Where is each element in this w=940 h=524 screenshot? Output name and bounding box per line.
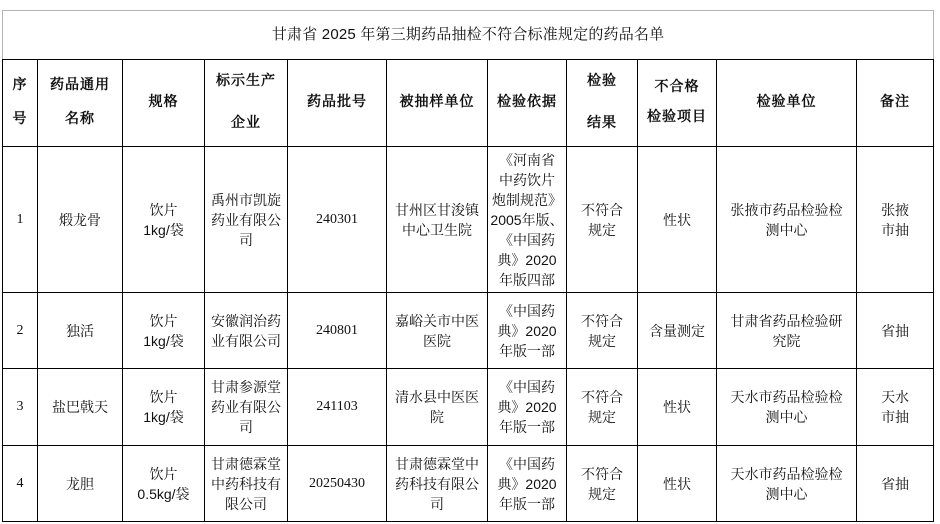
header-manufacturer: 标示生产 企业 — [205, 60, 288, 147]
page-title: 甘肃省 2025 年第三期药品抽检不符合标准规定的药品名单 — [3, 11, 934, 60]
cell-spec: 饮片 1kg/袋 — [123, 293, 205, 369]
header-batch: 药品批号 — [288, 60, 387, 147]
cell-sampled-unit: 嘉峪关市中医 医院 — [387, 293, 488, 369]
cell-lab: 天水市药品检验检 测中心 — [717, 446, 857, 522]
table-row — [3, 446, 934, 522]
cell-spec: 饮片 1kg/袋 — [123, 369, 205, 446]
cell-sampled-unit: 甘肃德霖堂中 药科技有限公 司 — [387, 446, 488, 522]
cell-drug-name: 龙胆 — [38, 446, 123, 522]
cell-sampled-unit: 甘州区甘浚镇 中心卫生院 — [387, 147, 488, 293]
cell-seq: 2 — [3, 293, 38, 369]
cell-failed-item: 性状 — [638, 147, 717, 293]
cell-manufacturer: 安徽润治药 业有限公司 — [205, 293, 288, 369]
cell-remark: 省抽 — [857, 446, 934, 522]
cell-lab: 甘肃省药品检验研 究院 — [717, 293, 857, 369]
cell-basis: 《中国药 典》2020 年版一部 — [488, 369, 567, 446]
table-row — [3, 293, 934, 369]
cell-manufacturer: 甘肃参源堂 药业有限公 司 — [205, 369, 288, 446]
title-row — [3, 11, 934, 60]
cell-drug-name: 独活 — [38, 293, 123, 369]
cell-drug-name: 煅龙骨 — [38, 147, 123, 293]
cell-spec: 饮片 1kg/袋 — [123, 147, 205, 293]
cell-remark: 省抽 — [857, 293, 934, 369]
cell-failed-item: 性状 — [638, 369, 717, 446]
cell-seq: 3 — [3, 369, 38, 446]
cell-seq: 1 — [3, 147, 38, 293]
cell-basis: 《河南省 中药饮片 炮制规范》 2005年版、 《中国药 典》2020 年版四部 — [488, 147, 567, 293]
header-failed-item: 不合格 检验项目 — [638, 60, 717, 147]
header-spec: 规格 — [123, 60, 205, 147]
cell-batch: 240801 — [288, 293, 387, 369]
header-lab: 检验单位 — [717, 60, 857, 147]
cell-lab: 张掖市药品检验检 测中心 — [717, 147, 857, 293]
table-row — [3, 369, 934, 446]
cell-basis: 《中国药 典》2020 年版一部 — [488, 293, 567, 369]
header-result: 检验 结果 — [567, 60, 638, 147]
cell-seq: 4 — [3, 446, 38, 522]
cell-failed-item: 性状 — [638, 446, 717, 522]
header-seq: 序 号 — [3, 60, 38, 147]
cell-result: 不符合 规定 — [567, 293, 638, 369]
table-row — [3, 147, 934, 293]
drug-list-table — [2, 10, 934, 522]
header-sampled-unit: 被抽样单位 — [387, 60, 488, 147]
cell-remark: 张掖 市抽 — [857, 147, 934, 293]
cell-batch: 20250430 — [288, 446, 387, 522]
cell-lab: 天水市药品检验检 测中心 — [717, 369, 857, 446]
cell-batch: 241103 — [288, 369, 387, 446]
cell-result: 不符合 规定 — [567, 446, 638, 522]
cell-spec: 饮片 0.5kg/袋 — [123, 446, 205, 522]
cell-batch: 240301 — [288, 147, 387, 293]
cell-sampled-unit: 清水县中医医 院 — [387, 369, 488, 446]
header-drug-name: 药品通用 名称 — [38, 60, 123, 147]
cell-basis: 《中国药 典》2020 年版一部 — [488, 446, 567, 522]
cell-manufacturer: 甘肃德霖堂 中药科技有 限公司 — [205, 446, 288, 522]
cell-drug-name: 盐巴戟天 — [38, 369, 123, 446]
cell-manufacturer: 禹州市凯旋 药业有限公 司 — [205, 147, 288, 293]
header-remark: 备注 — [857, 60, 934, 147]
header-basis: 检验依据 — [488, 60, 567, 147]
cell-result: 不符合 规定 — [567, 369, 638, 446]
cell-result: 不符合 规定 — [567, 147, 638, 293]
cell-failed-item: 含量测定 — [638, 293, 717, 369]
header-row — [3, 60, 934, 147]
cell-remark: 天水 市抽 — [857, 369, 934, 446]
